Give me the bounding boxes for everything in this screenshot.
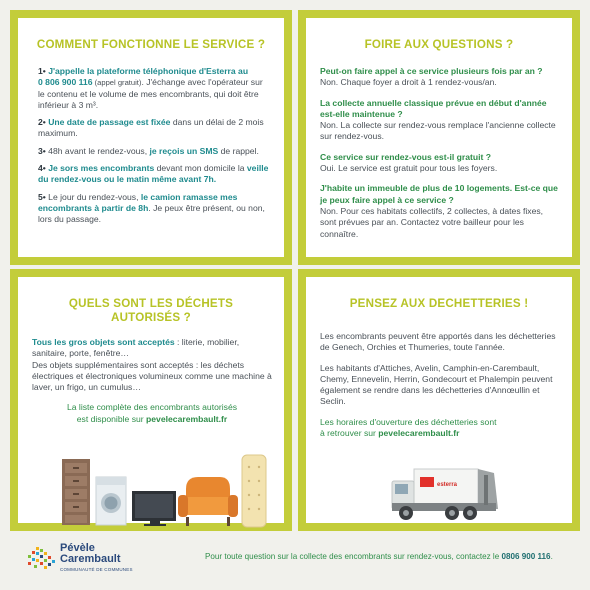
panel-title-line: QUELS SONT LES DÉCHETS — [68, 297, 234, 310]
step-text: . J'échange avec l'opérateur sur le contenu et le volume de mes encombrants, qui doit être inférieur à 3 m³. — [38, 77, 263, 110]
garbage-truck-icon — [392, 469, 498, 520]
step-text: de rappel. — [218, 145, 259, 156]
step-highlight: Une date de passage est fixée — [48, 117, 171, 128]
step-4 — [38, 163, 270, 186]
step-text: 48h avant le rendez-vous, — [45, 145, 150, 156]
truck-brand: esterra — [437, 482, 458, 488]
logo-name-line: Carembault — [60, 553, 121, 565]
step-highlight: Je sors mes encombrants — [48, 163, 155, 174]
faq-answer: Non. La collecte sur rendez-vous remplace l'ancienne collecte sur rendez-vous. — [320, 120, 556, 142]
panel-how-it-works — [10, 10, 292, 265]
step-number: 3• — [38, 145, 46, 156]
armchair-icon — [178, 477, 238, 526]
recycling-text — [320, 331, 560, 439]
washing-machine-icon — [96, 477, 126, 525]
panel-accepted-waste — [10, 269, 292, 531]
panel-faq — [298, 10, 580, 265]
logo-name — [60, 543, 121, 565]
panel-title-line: AUTORISÉS ? — [111, 311, 191, 324]
dresser-icon — [62, 459, 90, 525]
panel-title — [18, 297, 284, 325]
logo-mosaic-icon — [26, 547, 58, 571]
faq-question: J'habite un immeuble de plus de 10 logements. Est-ce que je peux faire appel à ce service ? — [320, 183, 558, 205]
tv-icon — [132, 491, 176, 526]
faq-item — [320, 152, 560, 175]
hours-note: à retrouver sur — [320, 428, 379, 439]
faq-question: La collecte annuelle classique prévue en début d'année est-elle maintenue ? — [320, 97, 547, 119]
step-2 — [38, 117, 270, 140]
step-number: 1• — [38, 66, 46, 76]
website-link[interactable]: pevelecarembault.fr — [378, 428, 460, 439]
step-text: devant mon domicile la — [154, 163, 247, 174]
pevele-carembault-logo — [26, 541, 156, 581]
panel-recycling-centers — [298, 269, 580, 531]
faq-question: Ce service sur rendez-vous est-il gratuit ? — [320, 151, 491, 162]
step-number: 4• — [38, 163, 46, 174]
recycling-text-1: Les encombrants peuvent être apportés dans les déchetteries de Genech, Orchies et Thumeries, toute l'année. — [320, 331, 556, 353]
step-number: 5• — [38, 191, 46, 202]
step-note: (appel gratuit) — [92, 78, 142, 88]
accepted-text — [32, 337, 272, 425]
faq-list — [320, 66, 560, 249]
logo-name-line: Pévèle — [60, 542, 95, 554]
faq-question: Peut-on faire appel à ce service plusieurs fois par an ? — [320, 66, 543, 76]
contact-text: Pour toute question sur la collecte des encombrants sur rendez-vous, contactez le — [205, 552, 502, 561]
hours-note: Les horaires d'ouverture des déchetteries sont — [320, 416, 497, 427]
step-highlight: le camion ramasse mes encombrants à partir de 8h — [38, 191, 238, 213]
furniture-illustration — [58, 453, 268, 531]
accepted-text-2: Des objets supplémentaires sont acceptés : les déchets électriques et électroniques volumineux comme une machine à laver, un frigo, un cumulus… — [32, 359, 272, 393]
faq-item — [320, 183, 560, 239]
step-highlight: J'appelle la plateforme téléphonique d'Esterra au — [48, 66, 249, 76]
step-text: dans un délai de 2 mois maximum. — [38, 117, 264, 139]
panel-title: PENSEZ AUX DECHETTERIES ! — [349, 297, 529, 310]
step-highlight: je reçois un SMS — [149, 145, 219, 156]
accepted-highlight: Tous les gros objets sont acceptés — [32, 337, 175, 347]
faq-item — [320, 98, 560, 143]
accepted-text-1: : literie, mobilier, sanitaire, porte, fenêtre… — [32, 337, 240, 359]
step-1 — [38, 66, 270, 111]
step-text: . Je peux être présent, ou non, lors du passage. — [38, 202, 265, 225]
step-5 — [38, 192, 270, 226]
panel-title: FOIRE AUX QUESTIONS ? — [364, 38, 514, 51]
faq-answer: Oui. Le service est gratuit pour tous les foyers. — [320, 163, 498, 174]
panel-title: COMMENT FONCTIONNE LE SERVICE ? — [36, 38, 266, 51]
faq-answer: Non. Pour ces habitats collectifs, 2 collectes, à dates fixes, sont prévues par an. Contactez votre bailleur pour les connaître. — [320, 205, 544, 239]
footer — [0, 531, 590, 590]
phone-number: 0 806 900 116 — [38, 77, 93, 88]
step-text: Le jour du rendez-vous, — [45, 191, 141, 202]
list-note: est disponible sur — [76, 413, 147, 424]
steps-list — [38, 66, 270, 232]
contact-line — [205, 552, 585, 561]
step-highlight: veille du rendez-vous ou le matin même avant 7h. — [38, 163, 269, 185]
recycling-text-2: Les habitants d'Attiches, Avelin, Camphin-en-Carembault, Chemy, Ennevelin, Herrin, Gondecourt et Phalempin peuvent également se rendre dans les déchetteries d'Annœullin et Seclin. — [320, 362, 553, 407]
garbage-truck-illustration — [390, 461, 510, 525]
mattress-icon — [242, 455, 266, 527]
faq-item — [320, 66, 560, 89]
step-number: 2• — [38, 117, 46, 128]
list-note: La liste complète des encombrants autorisés — [66, 402, 238, 413]
logo-subtitle: COMMUNAUTÉ DE COMMUNES — [60, 567, 133, 572]
faq-answer: Non. Chaque foyer a droit à 1 rendez-vous/an. — [320, 77, 497, 88]
step-3 — [38, 146, 270, 157]
contact-end: . — [550, 552, 553, 561]
contact-phone[interactable]: 0806 900 116 — [501, 552, 551, 561]
website-link[interactable]: pevelecarembault.fr — [146, 413, 228, 424]
